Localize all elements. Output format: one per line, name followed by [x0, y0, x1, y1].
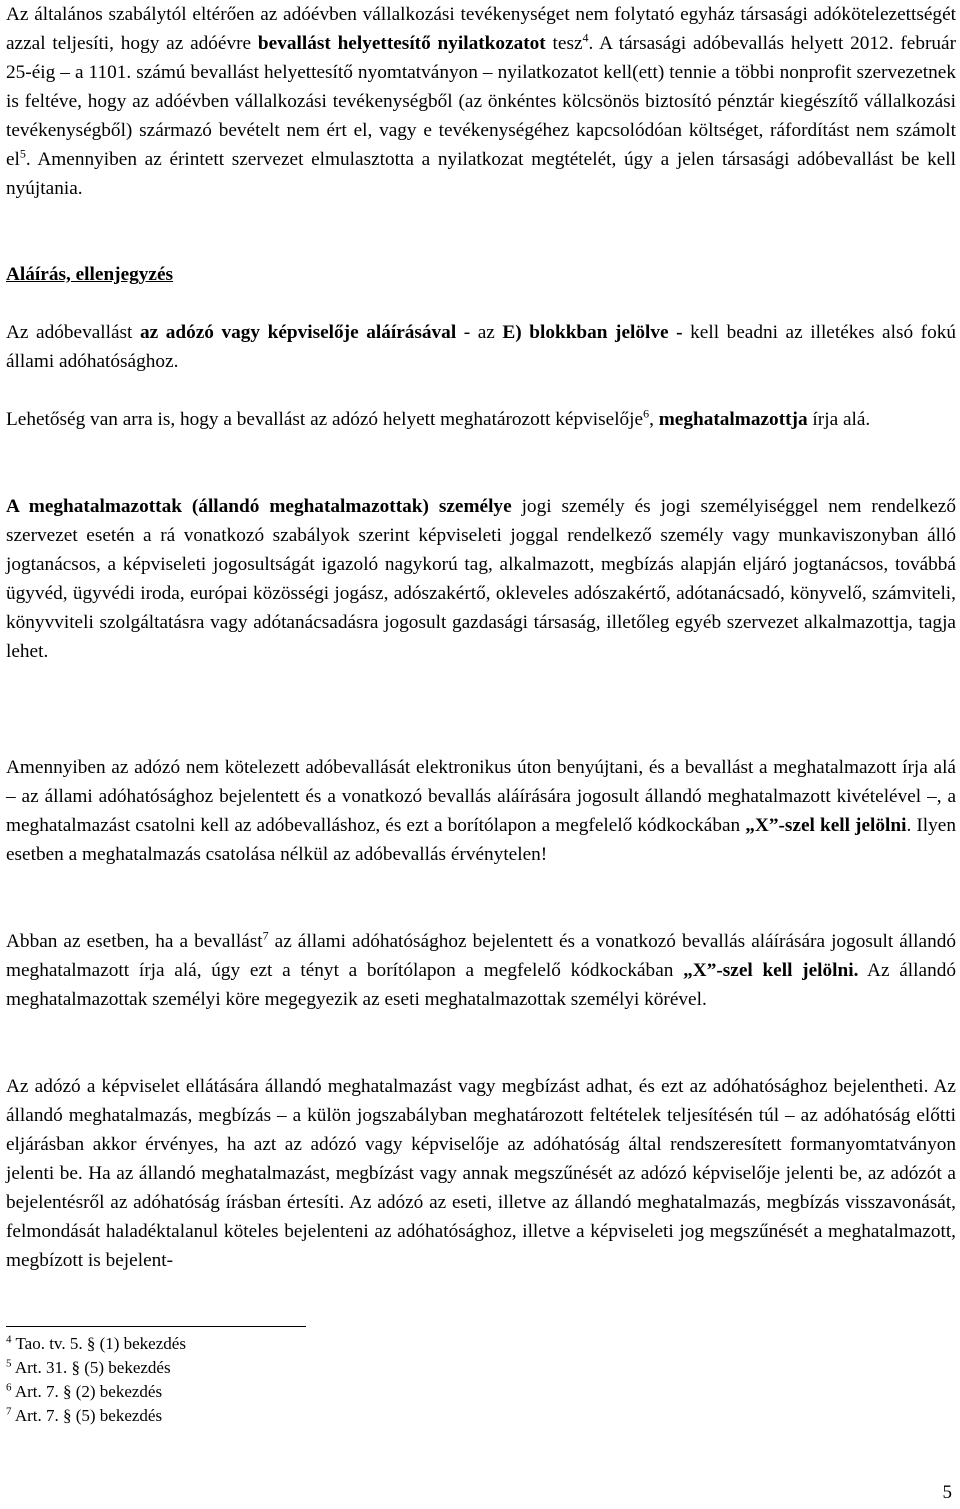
text-run: Az általános szabálytól eltérően az adóévben vállalkozási tevékenységet nem folytató egyház társasági adókötelezettségét azzal teljesíti, hogy az adóévre: [6, 4, 956, 54]
footnote-item: [6, 1404, 162, 1428]
footnote-item: [6, 1332, 186, 1356]
text-run: Lehetőség van arra is, hogy a bevallást az adózó helyett meghatározott képviselője: [6, 409, 644, 430]
text-run: Az adóbevallást: [6, 322, 140, 343]
bold-run: meghatalmazottja: [658, 409, 808, 430]
text-run: Az adózó a képviselet ellátására állandó meghatalmazást vagy megbízást adhat, és ezt az adóhatósághoz bejelentheti. Az állandó meghatalmazás, megbízás – a külön jogszabályban meghatározott feltételek teljesítésén túl – az adóhatóság előtti eljárásban akkor érvényes, ha azt az adózó vagy képviselője az adóhatóság által rendszeresített formanyomtatványon jelenti be. Ha az állandó meghatalmazást, megbízást vagy annak megszűnését az adózó képviselője jelenti be, az adózót a bejelentésről az adóhatóság írásban értesíti. Az adózó az eseti, illetve az állandó meghatalmazás, megbízás visszavonását, felmondását haladéktalanul köteles bejelenteni az adóhatósághoz, illetve a képviseleti jog megszűnését a meghatalmazott, megbízott is bejelent-: [6, 1076, 956, 1271]
text-run: Amennyiben az adózó nem kötelezett adóbevallását elektronikus úton benyújtani, és a bevallást a meghatalmazott írja alá – az állami adóhatósághoz bejelentett és a vonatkozó bevallás aláírására jogosult állandó meghatalmazott kivételével –, a meghatalmazást csatolni kell az adóbevalláshoz, és ezt a borítólapon a megfelelő kódkockában: [6, 757, 956, 836]
footnote-text: Art. 7. § (5) bekezdés: [14, 1406, 163, 1425]
paragraph-permanent-authorization: [6, 1072, 956, 1275]
footnote-number: 6: [6, 1381, 12, 1394]
section-heading: Aláírás, ellenjegyzés: [6, 264, 174, 285]
text-run: jogi személy és jogi személyiséggel nem rendelkező szervezet esetén a rá vonatkozó szabályok szerint képviseleti joggal rendelkező személy vagy munkaviszonyban álló jogtanácsos, a képviseleti jogosultságát igazoló nagykorú tag, alkalmazott, megbízás alapján eljáró jogtanácsos, továbbá ügyvéd, ügyvédi iroda, európai közösségi jogász, adószakértő, okleveles adószakértő, adótanácsadó, könyvelő, számviteli, könyvviteli szolgáltatásra vagy adótanácsadásra jogosult gazdasági társaság, illetőleg egyéb szervezet alkalmazottja, tagja lehet.: [6, 496, 956, 662]
text-run: ,: [649, 409, 659, 430]
footnote-item: [6, 1380, 162, 1404]
text-run: Abban az esetben, ha a bevallást: [6, 931, 263, 952]
footnote-divider: [6, 1326, 306, 1327]
footnote-number: 7: [6, 1405, 12, 1418]
paragraph-signature: [6, 318, 956, 376]
bold-run: bevallást helyettesítő nyilatkozatot: [257, 33, 546, 54]
footnote-number: 5: [6, 1357, 12, 1370]
footnote-number: 4: [6, 1333, 12, 1346]
footnote-text: Art. 7. § (2) bekezdés: [14, 1382, 163, 1401]
text-run: . Amennyiben az érintett szervezet elmulasztotta a nyilatkozat megtételét, úgy a jelen társasági adóbevallást be kell nyújtania.: [6, 149, 956, 199]
paragraph-authorized-persons: [6, 492, 956, 666]
text-run: . A társasági adóbevallás helyett 2012. február 25-éig – a 1101. számú bevallást helyettesítő nyomtatványon – nyilatkozatot kell(ett) tennie a többi nonprofit szervezetnek is feltéve, hogy az adóévben vállalkozási tevékenységből (az önkéntes kölcsönös biztosító pénztár kiegészítő vállalkozási tevékenységből) származó bevételt nem ért el, vagy e tevékenységéhez kapcsolódóan költséget, ráfordítást nem számolt el: [6, 33, 956, 170]
page-number: 5: [942, 1482, 952, 1503]
footnote-text: Tao. tv. 5. § (1) bekezdés: [15, 1334, 186, 1353]
text-run: tesz: [545, 33, 583, 54]
paragraph-representative: [6, 405, 956, 434]
footnote-ref: 5: [19, 146, 26, 161]
footnote-ref: 6: [643, 406, 650, 421]
paragraph-nonprofit-declaration: [6, 0, 956, 203]
footnote-ref: 4: [582, 30, 589, 45]
footnote-item: [6, 1356, 171, 1380]
bold-run: „X”-szel kell jelölni.: [683, 960, 859, 981]
bold-run: E) blokkban jelölve -: [502, 322, 683, 343]
paragraph-authorization-attach: [6, 753, 956, 869]
text-run: írja alá.: [807, 409, 871, 430]
footnote-text: Art. 31. § (5) bekezdés: [14, 1358, 171, 1377]
text-run: az állami adóhatósághoz bejelentett és a vonatkozó bevallás aláírására jogosult állandó meghatalmazott írja alá, úgy ezt a tényt a borítólapon a megfelelő kódkockában: [6, 931, 956, 981]
text-run: kell beadni az illetékes alsó fokú állami adóhatósághoz.: [6, 322, 956, 372]
text-run: - az: [456, 322, 503, 343]
bold-run: az adózó vagy képviselője aláírásával: [139, 322, 457, 343]
text-run: . Ilyen esetben a meghatalmazás csatolása nélkül az adóbevallás érvénytelen!: [6, 815, 956, 865]
paragraph-permanent-representative: [6, 927, 956, 1014]
footnote-ref: 7: [262, 928, 269, 943]
bold-run: A meghatalmazottak (állandó meghatalmazottak) személye: [6, 496, 512, 517]
bold-run: „X”-szel kell jelölni: [745, 815, 907, 836]
text-run: Az állandó meghatalmazottak személyi köre megegyezik az eseti meghatalmazottak személyi körével.: [6, 960, 956, 1010]
